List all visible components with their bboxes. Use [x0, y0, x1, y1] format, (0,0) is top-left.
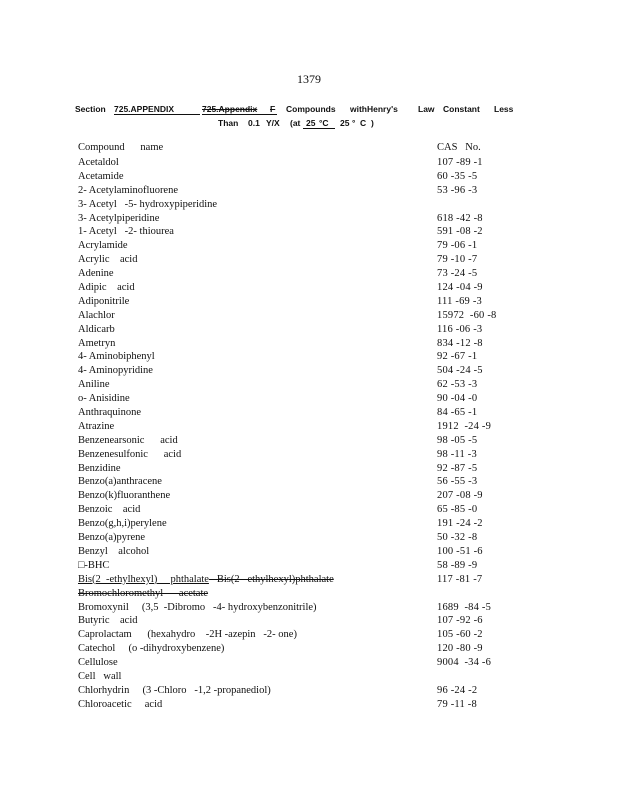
table-row	[0, 364, 618, 378]
cas-number: 100 -51 -6	[437, 545, 483, 557]
cas-number: 62 -53 -3	[437, 379, 478, 391]
page-number: 1379	[297, 72, 321, 86]
compound-name: 4- Aminobiphenyl	[78, 351, 155, 363]
table-row	[0, 323, 618, 337]
table-row	[0, 281, 618, 295]
compound-name: Benzidine	[78, 462, 121, 474]
compound-name: Benzenesulfonic acid	[78, 448, 182, 460]
table-row	[0, 670, 618, 684]
cas-number: 117 -81 -7	[437, 573, 483, 585]
cas-number: 73 -24 -5	[437, 268, 478, 280]
cas-number: 90 -04 -0	[437, 393, 478, 405]
cas-number: 96 -24 -2	[437, 684, 478, 696]
cas-number: 53 -96 -3	[437, 184, 478, 196]
compound-name: 4- Aminopyridine	[78, 365, 153, 377]
cas-number: 191 -24 -2	[437, 518, 483, 530]
header-unit: Y/X	[266, 118, 280, 128]
table-row	[0, 531, 618, 545]
header-deg1: °C	[319, 118, 329, 128]
compound-name: o- Anisidine	[78, 393, 130, 405]
table-row	[0, 170, 618, 184]
cas-number: 618 -42 -8	[437, 212, 483, 224]
header-value: 0.1	[248, 118, 260, 128]
compound-name: Caprolactam (hexahydro -2H -azepin -2- one)	[78, 629, 297, 641]
compound-name: □-BHC	[78, 559, 110, 571]
compound-name: Chlorhydrin (3 -Chloro -1,2 -propanediol)	[78, 684, 271, 696]
header-than: Than	[218, 118, 239, 128]
table-row	[0, 212, 618, 226]
table-row	[0, 448, 618, 462]
compound-name: Aniline	[78, 379, 110, 391]
table-row	[0, 462, 618, 476]
compound-name: Benzo(k)fluoranthene	[78, 490, 171, 502]
compound-name: Acetaldol	[78, 157, 119, 168]
cas-number: 50 -32 -8	[437, 532, 478, 544]
table-row	[0, 684, 618, 698]
cas-number: 1689 -84 -5	[437, 601, 492, 613]
table-row	[0, 295, 618, 309]
cas-number: 116 -06 -3	[437, 323, 483, 335]
compound-name: Cell wall	[78, 670, 122, 682]
header-constant: Constant	[443, 104, 480, 114]
cas-number: 591 -08 -2	[437, 226, 483, 238]
cas-number: 504 -24 -5	[437, 365, 483, 377]
compound-name: Anthraquinone	[78, 407, 141, 419]
table-row	[0, 614, 618, 628]
table-row	[0, 267, 618, 281]
compound-name: Chloroacetic acid	[78, 698, 163, 710]
compound-name: Benzo(a)anthracene	[78, 476, 162, 488]
header-temp2: 25	[340, 118, 350, 128]
cas-number: 79 -06 -1	[437, 240, 478, 252]
cas-number: 834 -12 -8	[437, 337, 483, 349]
compound-name: Benzoic acid	[78, 504, 141, 516]
appendix-strike-text: 725.Appendix	[202, 104, 258, 114]
header-deg2: °	[352, 118, 356, 128]
header-c2: C	[360, 118, 367, 128]
table-row	[0, 642, 618, 656]
cas-number: 9004 -34 -6	[437, 657, 492, 669]
cas-number: 65 -85 -0	[437, 504, 478, 516]
table-row	[0, 587, 618, 601]
table-row	[0, 198, 618, 212]
table-row	[0, 392, 618, 406]
table-row	[0, 253, 618, 267]
cas-number: 105 -60 -2	[437, 629, 483, 641]
table-row	[0, 698, 618, 712]
cas-number: 92 -67 -1	[437, 351, 478, 363]
compound-name: Catechol (o -dihydroxybenzene)	[78, 643, 225, 655]
compound-name: Acrylamide	[78, 240, 128, 252]
header-appendix: 725.APPENDIX	[114, 104, 174, 114]
compound-name: Atrazine	[78, 420, 115, 432]
cas-number: 207 -08 -9	[437, 490, 483, 502]
compound-name: 2- Acetylaminofluorene	[78, 184, 179, 196]
cas-number: 107 -92 -6	[437, 615, 483, 627]
compound-name: 3- Acetylpiperidine	[78, 212, 160, 224]
compound-name: Butyric acid	[78, 615, 138, 627]
cas-number: 15972 -60 -8	[437, 309, 497, 321]
compound-table	[0, 156, 618, 712]
table-row	[0, 489, 618, 503]
table-row	[0, 350, 618, 364]
header-appendix-strike	[202, 104, 257, 114]
header-section: Section	[75, 104, 106, 114]
header-f: F	[270, 104, 276, 114]
appendix-strike-underline	[202, 114, 277, 115]
appendix-underline	[114, 114, 200, 115]
table-row	[0, 156, 618, 170]
table-row	[0, 601, 618, 615]
cas-number: 111 -69 -3	[437, 295, 482, 307]
table-row	[0, 434, 618, 448]
cas-number: 120 -80 -9	[437, 643, 483, 655]
table-row	[0, 337, 618, 351]
temp-underline	[303, 128, 335, 129]
table-row	[0, 420, 618, 434]
header-with-henrys: withHenry's	[350, 104, 398, 114]
table-row	[0, 517, 618, 531]
compound-name-strikethrough: Bromochloromethyl acetate	[78, 587, 209, 599]
compound-name: Acrylic acid	[78, 254, 138, 266]
compound-name: Adiponitrile	[78, 295, 130, 307]
cas-number: 60 -35 -5	[437, 170, 478, 182]
cas-number: 98 -11 -3	[437, 448, 477, 460]
cas-number: 58 -89 -9	[437, 559, 478, 571]
cas-number: 107 -89 -1	[437, 157, 483, 168]
cas-number: 79 -10 -7	[437, 254, 478, 266]
table-row	[0, 656, 618, 670]
header-compounds: Compounds	[286, 104, 336, 114]
compound-name-group	[78, 573, 334, 587]
cas-number: 84 -65 -1	[437, 407, 478, 419]
header-close: )	[371, 118, 374, 128]
table-row	[0, 406, 618, 420]
table-row	[0, 503, 618, 517]
header-less: Less	[494, 104, 514, 114]
header-law: Law	[418, 104, 435, 114]
compound-name: Adenine	[78, 268, 114, 280]
table-row	[0, 628, 618, 642]
compound-name: Cellulose	[78, 657, 118, 669]
cas-number: 1912 -24 -9	[437, 420, 492, 432]
compound-name: 3- Acetyl -5- hydroxypiperidine	[78, 198, 218, 210]
cas-number: 56 -55 -3	[437, 476, 478, 488]
cas-number: 92 -87 -5	[437, 462, 478, 474]
table-row	[0, 573, 618, 587]
header-temp1: 25	[306, 118, 316, 128]
compound-name: 1- Acetyl -2- thiourea	[78, 226, 174, 238]
compound-name: Adipic acid	[78, 282, 135, 294]
table-row	[0, 378, 618, 392]
table-row	[0, 184, 618, 198]
table-row	[0, 225, 618, 239]
compound-name: Bis(2 -ethylhexyl) phthalate	[78, 573, 209, 585]
compound-name: Ametryn	[78, 337, 116, 349]
table-row	[0, 545, 618, 559]
column-header-cas: CAS No.	[437, 142, 481, 153]
compound-name: Benzo(a)pyrene	[78, 532, 146, 544]
table-row	[0, 239, 618, 253]
compound-name-group	[78, 587, 208, 601]
column-header-name: Compound name	[78, 142, 164, 153]
compound-name: Bromoxynil (3,5 -Dibromo -4- hydroxybenzonitrile)	[78, 601, 317, 613]
compound-name: Benzyl alcohol	[78, 545, 150, 557]
compound-name: Alachlor	[78, 309, 115, 321]
table-row	[0, 309, 618, 323]
cas-number: 98 -05 -5	[437, 434, 478, 446]
compound-name-strikethrough: Bis(2 ethylhexyl)phthalate	[208, 573, 334, 585]
compound-name: Benzenearsonic acid	[78, 434, 178, 446]
cas-number: 124 -04 -9	[437, 282, 483, 294]
table-row	[0, 475, 618, 489]
cas-number: 79 -11 -8	[437, 698, 477, 710]
compound-name: Benzo(g,h,i)perylene	[78, 518, 167, 530]
compound-name: Aldicarb	[78, 323, 115, 335]
header-at: (at	[290, 118, 301, 128]
table-row	[0, 559, 618, 573]
compound-name: Acetamide	[78, 170, 124, 182]
